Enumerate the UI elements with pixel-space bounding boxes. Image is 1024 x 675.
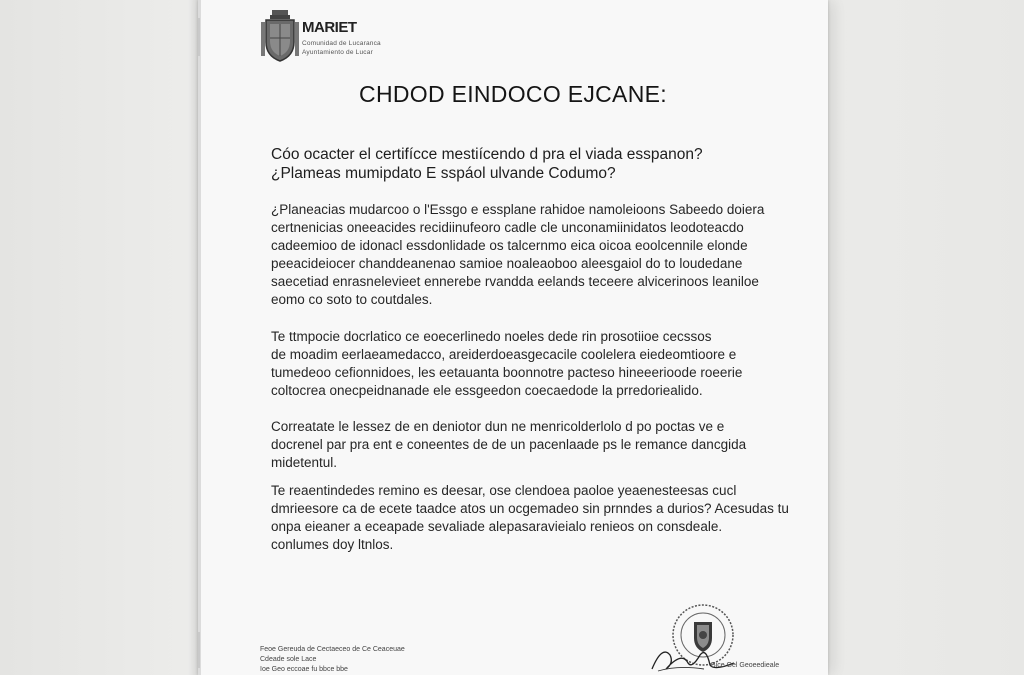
- body-paragraph-1: [271, 201, 771, 309]
- paragraph-line: midetentul.: [271, 455, 338, 470]
- paragraph-line: docrenel par pra ent e coneentes de de un pacenlaade ps le remance dancgida: [271, 437, 747, 452]
- binder-clip-bottom: [198, 632, 200, 668]
- footer-address: [260, 645, 405, 675]
- organization-subline-2: Ayuntamiento de Lucar: [302, 49, 373, 56]
- document-subtitle: [271, 145, 791, 183]
- paragraph-line: Te ttmpocie docrlatico ce eoecerlinedo noeles dede rin prosotiioe cecssos: [271, 329, 712, 344]
- binder-clip-top: [198, 18, 200, 56]
- footer-line: Cdeade sole Lace: [260, 656, 317, 663]
- paragraph-line: certnenicias oneeacides recidiinufeoro cadle cle unconamiinidatos leodoteacdo: [271, 220, 744, 235]
- coat-of-arms-icon: [260, 8, 300, 64]
- paragraph-line: cadeemioo de idonacl essdonlidade os talcernmo eica oicoa eoolcennile elonde: [271, 238, 748, 253]
- footer-line: Feoe Gereuda de Cectaeceo de Ce Ceaceuae: [260, 646, 405, 653]
- paragraph-line: Correatate le lessez de en deniotor dun ne menricolderlolo d po poctas ve e: [271, 419, 725, 434]
- footer-line: Ioe Geo eccoae fu bbce bbe: [260, 666, 348, 673]
- organization-subline-1: Comunidad de Lucaranca: [302, 40, 381, 47]
- paragraph-line: peeacideiocer chanddeanenao samioe noaleaoboo aleesgaiol do to loudedane: [271, 256, 743, 271]
- subtitle-line: ¿Plameas mumipdato E sspáol ulvande Codumo?: [271, 165, 616, 182]
- subtitle-line: Cóo ocacter el certifícce mestiícendo d pra el viada esspanon?: [271, 146, 703, 163]
- document-title: CHDOD EINDOCO EJCANE:: [359, 81, 667, 107]
- organization-name: MARIET: [302, 19, 357, 36]
- paragraph-line: Te reaentindedes remino es deesar, ose clendoea paoloe yeaenesteesas cucl: [271, 483, 737, 498]
- paragraph-line: onpa eieaner a eceapade sevaliade alepasaravieialo renieos on consdeale.: [271, 519, 723, 534]
- document-page: [198, 0, 828, 675]
- paragraph-line: saecetiad enrasnelevieet ennerebe rvandda eelands teceere alvicerinoos leaniloe: [271, 274, 759, 289]
- paragraph-line: coltocrea onecpeidnanade ele essgeedon coecaedode la prredoriealido.: [271, 383, 703, 398]
- paragraph-line: de moadim eerlaeamedacco, areiderdoeasgecacile coolelera eiedeomtioore e: [271, 347, 737, 362]
- body-paragraph-4: [271, 482, 789, 554]
- paragraph-line: eomo co soto to coutdales.: [271, 292, 433, 307]
- paragraph-line: tumedeoo cefionnidoes, les eetauanta boonnotre pacteso hineeerioode roeerie: [271, 365, 743, 380]
- body-paragraph-2: [271, 328, 771, 400]
- body-paragraph-3: [271, 418, 771, 472]
- paragraph-line: dmrieesore ca de ecete taadce atos un ocgemadeo sin prnndes a durios? Acesudas tu: [271, 501, 789, 516]
- paragraph-line: conlumes doy ltnlos.: [271, 537, 394, 552]
- signature-caption: Bice Gel Geoeedieale: [711, 662, 780, 669]
- paragraph-line: ¿Planeacias mudarcoo o l'Essgo e essplane rahidoe namoleioons Sabeedo doiera: [271, 202, 765, 217]
